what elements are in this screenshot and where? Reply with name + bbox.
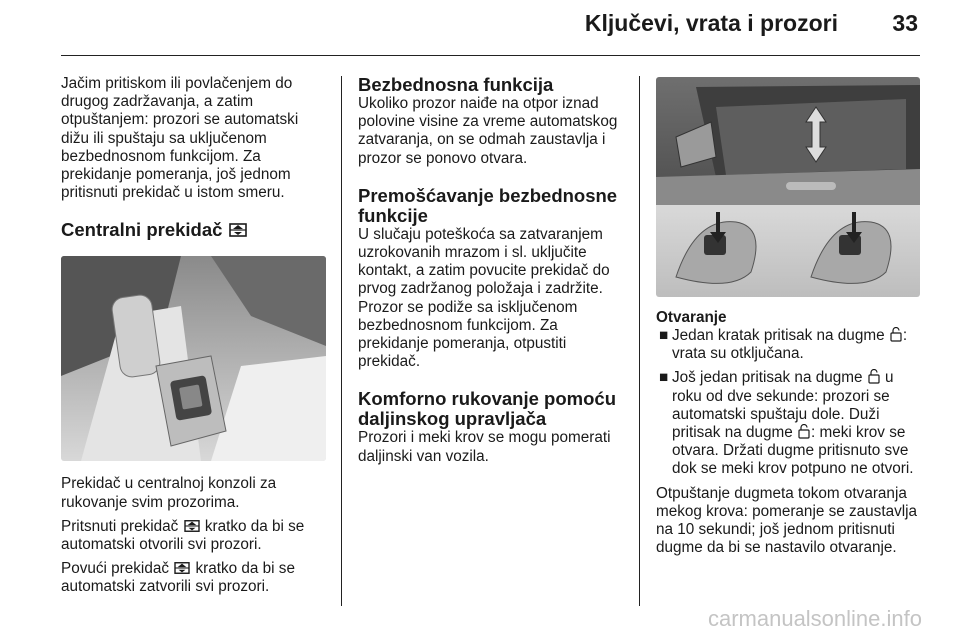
window-switch-icon xyxy=(174,561,190,575)
column-divider-right xyxy=(639,76,640,606)
safety-function-heading: Bezbednosna funkcija xyxy=(358,74,554,95)
open-all-instruction: Pritsnuti prekidač kratko da bi se automatski otvorili svi prozori. xyxy=(61,517,305,554)
car-window-remote-illustration xyxy=(656,77,920,297)
watermark: carmanualsonline.info xyxy=(707,606,922,631)
window-switch-icon xyxy=(229,222,247,238)
bullet-marker: ■ xyxy=(659,327,669,344)
intro-paragraph: Jačim pritiskom ili povlačenjem do drugog zadržavanja, a zatim otpuštanjem: prozori se automatski dižu ili spuštaju sa uključenom bezbednosnom funkcijom. Za prekidanje pomeranja, još jednom pritisnuti prekidač u istom smeru. xyxy=(61,75,299,202)
remote-control-text: Prozori i meki krov se mogu pomerati daljinski van vozila. xyxy=(358,429,611,465)
bullet-marker: ■ xyxy=(659,369,669,387)
header-title: Ključevi, vrata i prozori xyxy=(584,10,838,36)
unlock-icon xyxy=(868,369,880,384)
console-caption: Prekidač u centralnoj konzoli za rukovanje svim prozorima. xyxy=(61,475,277,511)
window-switch-icon xyxy=(184,519,200,533)
safety-function-text: Ukoliko prozor naiđe na otpor iznad polovine visine za vreme automatskog zatvaranja, on se odmah zaustavlja i prozor se ponovo otvara. xyxy=(358,95,618,167)
column-middle xyxy=(358,75,623,472)
central-console-photo xyxy=(61,256,326,461)
column-left xyxy=(61,75,326,603)
override-heading: Premošćavanje bezbednosne funkcije xyxy=(358,184,618,226)
override-text: U slučaju poteškoća sa zatvaranjem uzrokovanih mrazom i sl. uključite kontakt, a zatim povucite prekidač do prvog zadržanog položaja i zadržite. Prozor se podiže sa isključenom bezbednosnom funkcijom. Za prekidanje pomeranja, otpustiti prekidač. xyxy=(358,225,610,371)
header-rule xyxy=(61,55,920,56)
release-paragraph: Otpuštanje dugmeta tokom otvaranja mekog krova: pomeranje se zaustavlja na 10 sekundi; još jednom pritisnuti dugme da bi se nastavilo otvaranje. xyxy=(656,484,918,557)
page-number: 33 xyxy=(892,10,918,36)
list-item: ■ Još jedan pritisak na dugme u roku od dve sekunde: prozori se automatski spuštaju dole. Duži pritisak na dugme : meki krov se otvara. Držati dugme pritisnuto sve dok se meki krov potpuno ne otvori. xyxy=(659,369,914,478)
central-switch-heading: Centralni prekidač xyxy=(61,220,326,240)
column-right xyxy=(656,75,924,563)
opening-heading: Otvaranje xyxy=(656,309,727,326)
close-all-instruction: Povući prekidač kratko da bi se automatski zatvorili svi prozori. xyxy=(61,560,295,596)
column-divider-left xyxy=(341,76,342,606)
unlock-icon xyxy=(798,424,810,439)
unlock-icon xyxy=(890,327,902,342)
remote-control-heading: Komforno rukovanje pomoću daljinskog upravljača xyxy=(358,388,616,430)
list-item: ■ Jedan kratak pritisak na dugme : vrata su otključana. xyxy=(659,327,908,363)
